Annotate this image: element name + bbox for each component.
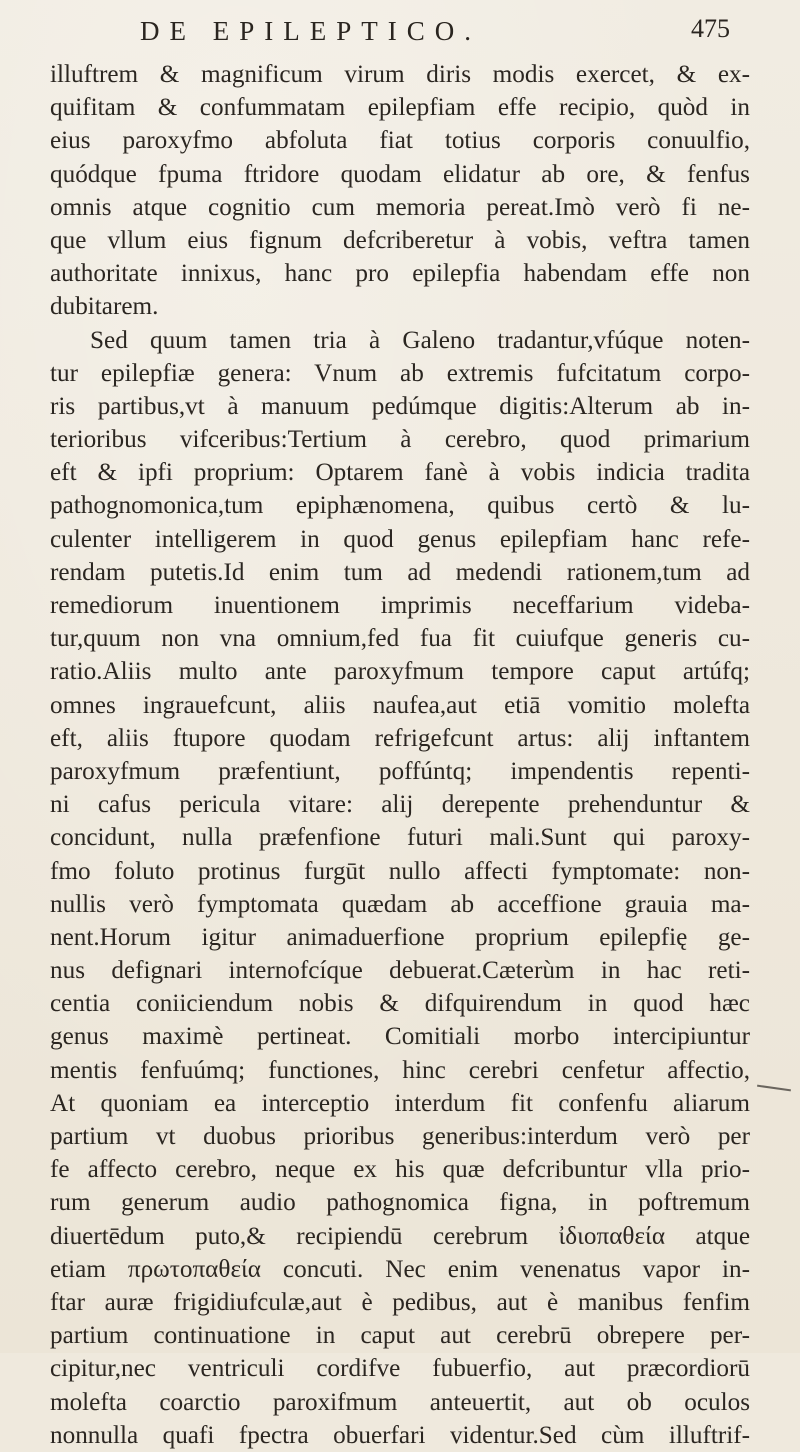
text-line: ni cafus pericula vitare: alij derepente prehenduntur & [50,791,750,819]
margin-pen-stroke [755,1080,795,1094]
text-line: quódque fpuma ftridore quodam elidatur ab ore, & fenfus [50,160,750,188]
text-line: quifitam & confummatam epilepfiam effe recipio, quòd in [50,94,750,122]
text-line: nullis verò fymptomata quædam ab acceffione grauia ma- [50,890,750,918]
text-line: omnes ingrauefcunt, aliis naufea,aut etiā vomitio molefta [50,691,750,719]
text-line: concidunt, nulla præfenfione futuri mali.Sunt qui paroxy- [50,824,750,852]
text-line: ratio.Aliis multo ante paroxyfmum tempore caput artúfq; [50,658,750,686]
text-line: eius paroxyfmo abfoluta fiat totius corporis conuulfio, [50,127,750,155]
text-line: fmo foluto protinus furgūt nullo affecti fymptomate: non- [50,857,750,885]
running-title: DE EPILEPTICO. [140,16,481,46]
text-line: remediorum inuentionem imprimis neceffarium videba- [50,592,750,619]
text-line: diuertēdum puto,& recipiendū cerebrum ἰδιοπαθεία atque [50,1222,750,1250]
text-line: nonnulla quafi fpectra obuerfari videntur.Sed cùm illuftrif- [50,1421,750,1449]
text-line: tur,quum non vna omnium,fed fua fit cuiufque generis cu- [50,625,750,653]
text-line: etiam πρωτοπαθεία concuti. Nec enim venenatus vapor in- [50,1255,750,1283]
text-line: pathognomonica,tum epiphænomena, quibus certò & lu- [50,492,750,520]
text-line: omnis atque cognitio cum memoria pereat.Imò verò fi ne- [50,193,750,221]
page-number: 475 [691,14,730,43]
text-line: Sed quum tamen tria à Galeno tradantur,vfúque noten- [90,326,750,354]
text-line: tur epilepfiæ genera: Vnum ab extremis fufcitatum corpo- [50,359,750,387]
text-line: que vllum eius fignum defcriberetur à vobis, veftra tamen [50,226,750,254]
text-line: centia coniiciendum nobis & difquirendum in quod hæc [50,990,750,1018]
text-line: culenter intelligerem in quod genus epilepfiam hanc refe- [50,525,750,553]
text-line: terioribus vifceribus:Tertium à cerebro, quod primarium [50,426,750,454]
text-line: partium continuatione in caput aut cerebrū obrepere per- [50,1322,750,1350]
text-line: rum generum audio pathognomica figna, in poftremum [50,1189,750,1217]
text-line: nent.Horum igitur animaduerfione proprium epilepfię ge- [50,923,750,951]
text-line: mentis fenfuúmq; functiones, hinc cerebri cenfetur affectio, [50,1056,750,1084]
text-line: cipitur,nec ventriculi cordifve fubuerfio, aut præcordiorū [50,1355,750,1383]
body-text [50,58,750,1452]
text-line: dubitarem. [50,293,159,321]
text-line: paroxyfmum præfentiunt, poffúntq; impendentis repenti- [50,757,750,785]
text-line: partium vt duobus prioribus generibus:interdum verò per [50,1123,750,1150]
text-line: eft, aliis ftupore quodam refrigefcunt artus: alij inftantem [50,724,750,752]
text-line: ftar auræ frigidiufculæ,aut è pedibus, aut è manibus fenfim [50,1288,750,1316]
text-line: molefta coarctio paroxifmum anteuertit, aut ob oculos [50,1388,750,1416]
text-line: illuftrem & magnificum virum diris modis exercet, & ex- [50,61,750,88]
text-line: fe affecto cerebro, neque ex his quæ defcribuntur vlla prio- [50,1156,750,1184]
text-line: rendam putetis.Id enim tum ad medendi rationem,tum ad [50,558,750,586]
text-line: At quoniam ea interceptio interdum fit confenfu aliarum [50,1089,750,1117]
page-header [110,8,730,48]
text-line: eft & ipfi proprium: Optarem fanè à vobis indicia tradita [50,459,750,487]
text-line: authoritate innixus, hanc pro epilepfia habendam effe non [50,260,750,288]
text-line: nus defignari internofcíque debuerat.Cæterùm in hac reti- [50,957,750,985]
text-line: ris partibus,vt à manuum pedúmque digitis:Alterum ab in- [50,392,750,420]
text-line: genus maximè pertineat. Comitiali morbo intercipiuntur [50,1023,750,1051]
